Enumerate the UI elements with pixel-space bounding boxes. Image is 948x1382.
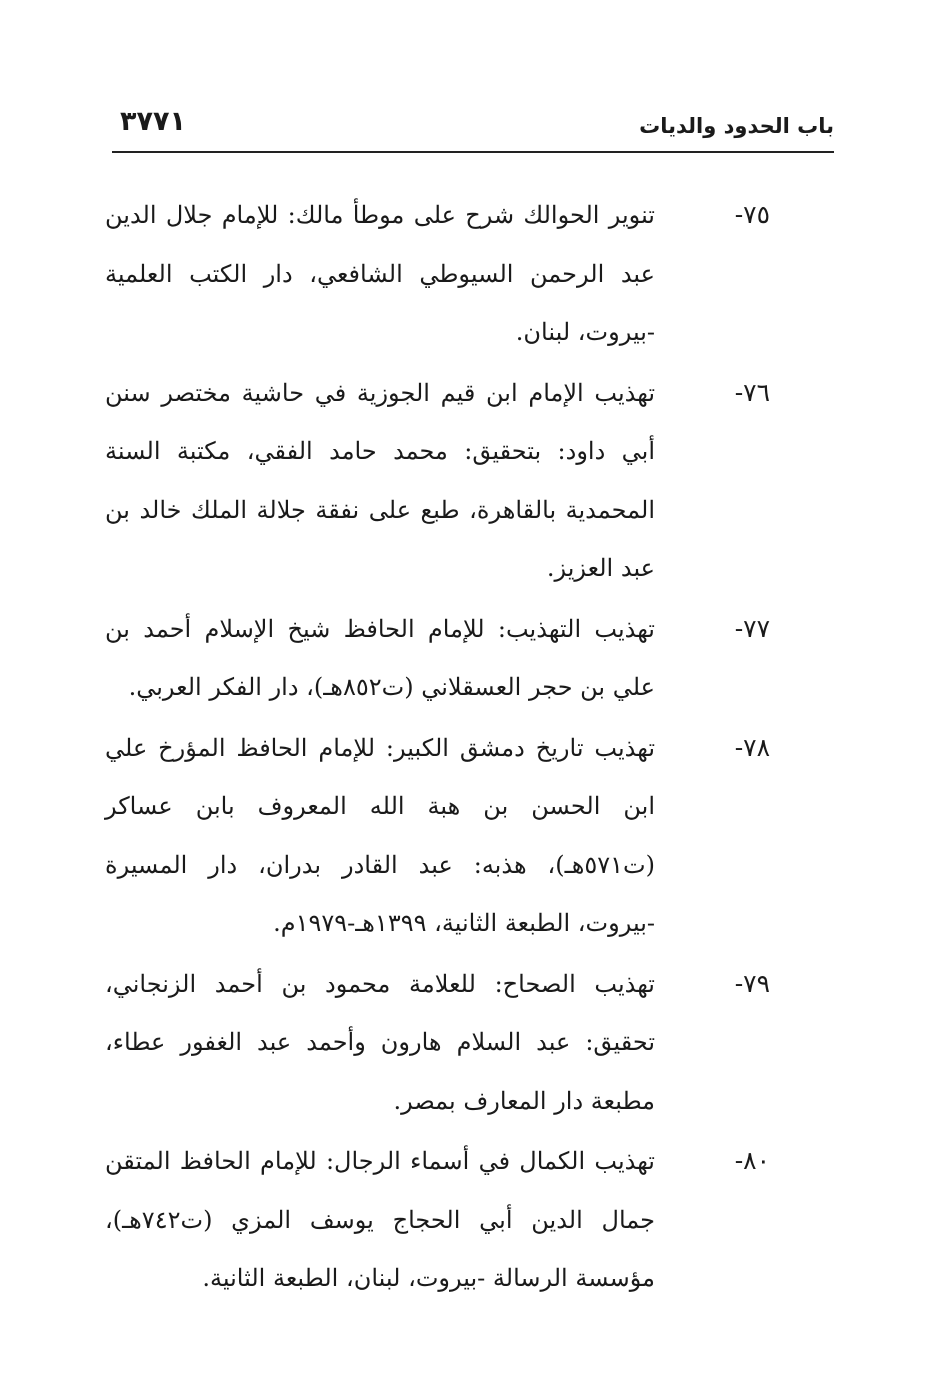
entry-text: تنوير الحوالك شرح على موطأ مالك: للإمام جلال الدين عبد الرحمن السيوطي الشافعي، دار الكتب العلمية -بيروت، لبنان.: [105, 201, 655, 346]
chapter-title: باب الحدود والديات: [639, 114, 834, 138]
header-divider: [112, 151, 834, 153]
entry-number: ٧٦-: [734, 377, 770, 407]
page-number: ٣٧٧١: [120, 106, 186, 137]
entry-text: تهذيب الإمام ابن قيم الجوزية في حاشية مختصر سنن أبي داود: بتحقيق: محمد حامد الفقي، مكتبة السنة المحمدية بالقاهرة، طبع على نفقة جلالة الملك خالد بن عبد العزيز.: [105, 378, 655, 582]
bibliography-entry-79: [105, 955, 770, 1131]
bibliography-list: [105, 186, 770, 1310]
entry-number: ٨٠-: [734, 1146, 770, 1175]
bibliography-entry-78: [105, 719, 770, 953]
entry-number: ٧٩-: [734, 968, 770, 998]
entry-number: ٧٨-: [734, 732, 770, 762]
page-header: [112, 96, 834, 150]
bibliography-entry-77: [105, 600, 770, 717]
entry-number: ٧٥-: [734, 200, 770, 229]
bibliography-entry-76: [105, 364, 770, 598]
entry-text: تهذيب التهذيب: للإمام الحافظ شيخ الإسلام أحمد بن علي بن حجر العسقلاني (ت٨٥٢هـ)، دار الفكر العربي.: [105, 614, 655, 701]
bibliography-entry-75: [105, 186, 770, 362]
bibliography-entry-80: [105, 1132, 770, 1308]
entry-text: تهذيب الكمال في أسماء الرجال: للإمام الحافظ المتقن جمال الدين أبي الحجاج يوسف المزي (ت٧٤٢هـ)، مؤسسة الرسالة -بيروت، لبنان، الطبعة الثانية.: [105, 1147, 655, 1292]
entry-text: تهذيب الصحاح: للعلامة محمود بن أحمد الزنجاني، تحقيق: عبد السلام هارون وأحمد عبد الغفور عطاء، مطبعة دار المعارف بمصر.: [105, 969, 655, 1115]
entry-text: تهذيب تاريخ دمشق الكبير: للإمام الحافظ المؤرخ علي ابن الحسن بن هبة الله المعروف بابن عساكر (ت٥٧١هـ)، هذبه: عبد القادر بدران، دار المسيرة -بيروت، الطبعة الثانية، ١٣٩٩هـ-١٩٧٩م.: [105, 733, 655, 937]
entry-number: ٧٧-: [734, 613, 770, 643]
